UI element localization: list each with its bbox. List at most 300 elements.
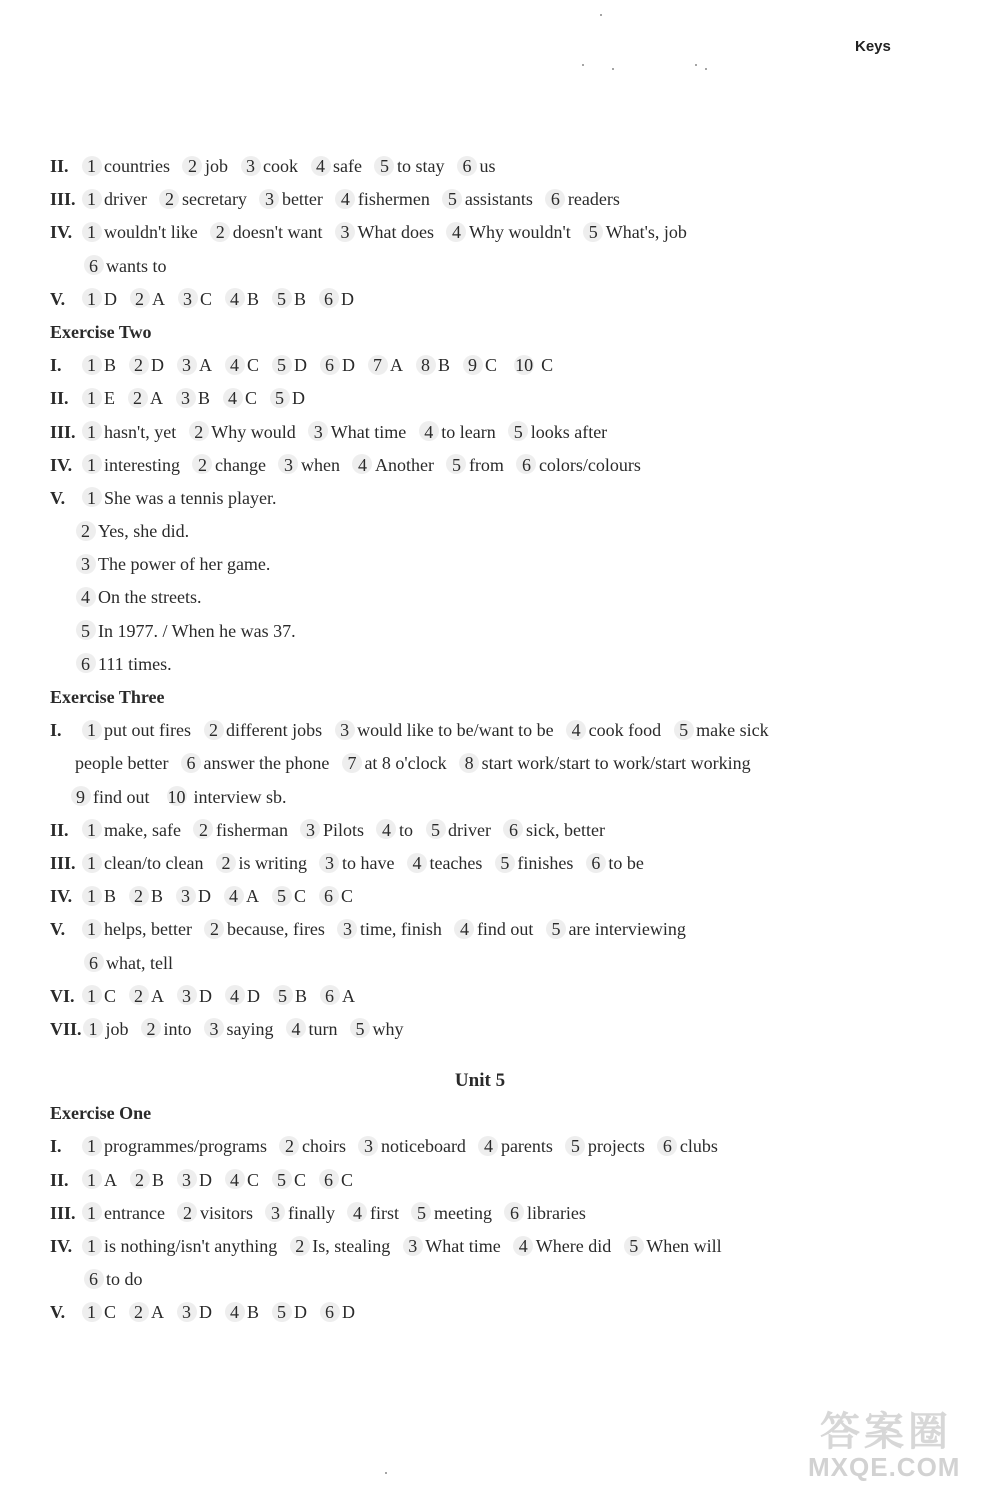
answer-text: Is, stealing [312, 1236, 391, 1256]
answer-line [50, 615, 930, 648]
header-keys-label: Keys [855, 38, 891, 55]
answer-item [86, 880, 116, 913]
answer-text: countries [104, 156, 170, 176]
answer-text: when [300, 454, 340, 475]
answer-text: B [151, 886, 164, 907]
answer-number: 2 [133, 1296, 144, 1329]
answer-item [430, 814, 491, 847]
answer-text: D [292, 388, 306, 409]
answer-item [550, 183, 620, 216]
answer-item [86, 150, 170, 183]
answer-text: D [199, 1302, 213, 1323]
answer-item [86, 1130, 267, 1163]
answer-text: Why wouldn't [468, 222, 571, 243]
answer-item [459, 913, 534, 946]
answer-text: make sick [696, 720, 769, 741]
answer-text: D [199, 1169, 213, 1190]
answer-text: interview sb. [193, 786, 287, 807]
answer-number: 6 [508, 814, 519, 847]
answer-item [80, 515, 189, 548]
answer-item [662, 1130, 718, 1163]
answer-number: 1 [86, 913, 97, 946]
answer-text: secretary [181, 189, 247, 210]
question-number: II. [50, 1169, 69, 1190]
answer-number: 5 [451, 449, 462, 482]
answer-item [181, 980, 212, 1013]
answer-number: 5 [628, 1230, 639, 1263]
answer-item [146, 1013, 192, 1046]
answer-text: B [152, 1169, 165, 1190]
answer-text: A [390, 355, 404, 376]
answer-text: wouldn't like [104, 222, 198, 243]
answer-line [50, 781, 930, 814]
answer-line [50, 947, 930, 980]
answer-line [50, 216, 930, 249]
answer-number: 8 [420, 349, 431, 382]
answer-text: driver [448, 819, 491, 840]
answer-item [197, 449, 266, 482]
answer-item [86, 847, 203, 880]
question-number: II. [50, 388, 69, 409]
answer-number: 1 [86, 482, 97, 515]
answer-item [276, 880, 306, 913]
answer-item [86, 416, 176, 449]
answer-number: 1 [86, 1197, 97, 1230]
answer-item [276, 1296, 307, 1329]
answer-number: 4 [229, 283, 240, 316]
answer-number: 3 [180, 382, 191, 415]
exercise-title: Exercise Three [50, 687, 165, 707]
answer-text: because, fires [226, 919, 325, 940]
answer-number: 1 [86, 349, 97, 382]
answer-number: 3 [342, 913, 353, 946]
answer-line [50, 1130, 930, 1163]
answer-number: 5 [570, 1130, 581, 1163]
answer-number: 3 [245, 150, 256, 183]
answer-text: A [152, 288, 165, 309]
answer-item [86, 449, 180, 482]
answer-line [50, 581, 930, 614]
answer-text: put out fires [104, 720, 191, 741]
answer-number: 5 [276, 283, 287, 316]
answer-item [167, 781, 287, 814]
answer-number: 3 [324, 847, 335, 880]
answer-text: When will [646, 1236, 722, 1256]
answer-text: C [247, 355, 260, 376]
answer-number: 3 [180, 880, 191, 913]
answer-item [88, 947, 173, 980]
answer-item [88, 1013, 129, 1046]
answer-item [340, 183, 430, 216]
answer-item [274, 382, 305, 415]
answer-text: sick, better [525, 819, 605, 840]
answer-line [50, 814, 930, 847]
answer-number: 2 [215, 216, 226, 249]
answer-text: A [199, 355, 213, 376]
answer-item [80, 548, 270, 581]
question-number: V. [50, 487, 66, 508]
answer-item [342, 913, 442, 946]
answer-text: B [247, 288, 260, 309]
answer-number: 5 [80, 615, 91, 648]
answer-text: programmes/programs [104, 1136, 267, 1157]
answer-text: A [150, 388, 163, 409]
answer-item [513, 416, 607, 449]
answer-item [381, 814, 413, 847]
answer-number: 10 [514, 349, 534, 382]
answer-item [228, 880, 259, 913]
answer-text: C [294, 886, 307, 907]
answer-number: 9 [467, 349, 478, 382]
answer-number: 2 [164, 183, 175, 216]
answer-text: D [342, 1302, 356, 1323]
answer-item [407, 1230, 500, 1263]
answer-number: 3 [181, 1296, 192, 1329]
answer-item [324, 847, 394, 880]
answer-item [324, 980, 355, 1013]
answer-item [193, 416, 296, 449]
answer-number: 5 [276, 880, 287, 913]
answer-text: finishes [517, 852, 574, 873]
answer-item [451, 216, 571, 249]
answer-text: B [294, 288, 307, 309]
answer-text: teaches [429, 852, 483, 873]
answer-text: C [485, 355, 498, 376]
answer-text: A [246, 886, 260, 907]
answer-item [88, 250, 167, 283]
answer-number: 1 [86, 382, 97, 415]
answer-text: B [295, 985, 308, 1006]
question-number: II. [50, 156, 69, 176]
answer-item [245, 150, 298, 183]
answer-item [134, 1164, 164, 1197]
answer-item [521, 449, 641, 482]
answer-item [276, 349, 307, 382]
answer-item [86, 216, 198, 249]
answer-number: 2 [80, 515, 91, 548]
answer-text: cook [263, 156, 298, 176]
answer-text: doesn't want [232, 222, 323, 243]
answer-item [276, 1164, 306, 1197]
answer-item [134, 283, 165, 316]
answer-number: 4 [229, 349, 240, 382]
answer-text: Pilots [322, 819, 364, 840]
answer-number: 2 [187, 150, 198, 183]
answer-text: to [398, 819, 413, 840]
answer-number: 1 [88, 1013, 99, 1046]
answer-line [50, 1164, 930, 1197]
answer-item [411, 847, 482, 880]
question-number: VI. [50, 985, 75, 1006]
answer-line [50, 1296, 930, 1329]
question-number: VII. [50, 1018, 82, 1039]
answer-number: 6 [88, 250, 99, 283]
answer-text: are interviewing [568, 919, 686, 940]
answer-text: Yes, she did. [98, 521, 190, 542]
answer-number: 1 [86, 449, 97, 482]
answer-number: 5 [513, 416, 524, 449]
answer-number: 1 [86, 150, 97, 183]
answer-number: 8 [464, 747, 475, 780]
answer-item [86, 1230, 277, 1263]
question-number: III. [50, 1202, 76, 1223]
answer-line [50, 250, 930, 283]
answer-text: us [479, 156, 496, 176]
answer-number: 4 [229, 1164, 240, 1197]
answer-text: safe [333, 156, 362, 176]
answer-item [86, 382, 115, 415]
answer-text: find out [93, 786, 150, 807]
answer-item [86, 283, 117, 316]
answer-item [185, 747, 329, 780]
answer-number: 3 [181, 349, 192, 382]
question-number: III. [50, 421, 76, 442]
answer-item [88, 1263, 143, 1296]
answer-key-content [50, 150, 930, 1330]
answer-item [209, 1013, 274, 1046]
exercise-title: Exercise One [50, 1103, 152, 1124]
answer-text: at 8 o'clock [364, 753, 447, 774]
answer-number: 1 [86, 216, 97, 249]
answer-item [86, 980, 116, 1013]
answer-number: 5 [678, 714, 689, 747]
answer-number: 1 [86, 980, 97, 1013]
answer-number: 6 [662, 1130, 673, 1163]
answer-text: In 1977. / When he was 37. [98, 620, 296, 641]
answer-number: 6 [461, 150, 472, 183]
question-number: III. [50, 189, 76, 210]
answer-text: Another [374, 454, 434, 475]
answer-number: 4 [80, 581, 91, 614]
answer-text: find out [476, 919, 534, 940]
answer-number: 7 [346, 747, 357, 780]
answer-text: looks after [530, 421, 608, 442]
answer-number: 6 [509, 1197, 520, 1230]
answer-item [291, 1013, 338, 1046]
answer-text: She was a tennis player. [104, 487, 277, 508]
answer-number: 6 [88, 1263, 99, 1296]
answer-number: 5 [379, 150, 390, 183]
answer-item [588, 216, 687, 249]
question-number: III. [50, 852, 76, 873]
answer-text: D [342, 355, 356, 376]
scan-speck [582, 64, 584, 66]
answer-text: C [245, 388, 258, 409]
answer-text: helps, better [104, 919, 192, 940]
answer-text: The power of her game. [98, 554, 271, 575]
answer-number: 4 [357, 449, 368, 482]
answer-text: On the streets. [98, 587, 202, 608]
answer-text: What's, job [605, 222, 687, 243]
answer-line [50, 880, 930, 913]
answer-item [86, 714, 191, 747]
answer-text: What time [425, 1236, 501, 1256]
answer-number: 4 [227, 382, 238, 415]
answer-line [50, 1013, 930, 1046]
answer-item [550, 913, 685, 946]
answer-number: 5 [447, 183, 458, 216]
answer-item [180, 880, 211, 913]
answer-item [86, 814, 181, 847]
answer-number: 5 [355, 1013, 366, 1046]
answer-item [220, 847, 307, 880]
answer-number: 4 [315, 150, 326, 183]
answer-text: D [294, 1302, 308, 1323]
answer-text: C [104, 985, 117, 1006]
answer-item [518, 1230, 611, 1263]
answer-text: change [214, 454, 266, 475]
answer-item [447, 183, 533, 216]
question-number: I. [50, 1136, 62, 1157]
answer-number: 4 [459, 913, 470, 946]
answer-text: A [104, 1169, 117, 1190]
answer-item [467, 349, 497, 382]
answer-text: finally [287, 1202, 335, 1223]
answer-text: projects [587, 1136, 645, 1157]
answer-item [283, 449, 340, 482]
answer-number: 4 [229, 1296, 240, 1329]
question-number: I. [50, 355, 62, 376]
answer-item [80, 615, 296, 648]
answer-text: clean/to clean [104, 852, 204, 873]
answer-text: parents [500, 1136, 553, 1157]
answer-line [50, 648, 930, 681]
answer-item [133, 349, 164, 382]
answer-line [50, 980, 930, 1013]
answer-item [355, 1013, 404, 1046]
answer-line [50, 382, 930, 415]
question-number: II. [50, 819, 69, 840]
answer-item [514, 349, 553, 382]
answer-text: is nothing/isn't anything [104, 1236, 278, 1256]
answer-item [284, 1130, 346, 1163]
answer-item [182, 1197, 253, 1230]
unit-title: Unit 5 [454, 1070, 506, 1092]
answer-number: 3 [182, 283, 193, 316]
answer-item [451, 449, 504, 482]
answer-line [50, 283, 930, 316]
answer-text: different jobs [226, 720, 323, 741]
answer-item [508, 814, 605, 847]
answer-number: 2 [182, 1197, 193, 1230]
answer-line [50, 183, 930, 216]
answer-item [352, 1197, 399, 1230]
scan-speck [600, 14, 602, 16]
answer-text: wants to [106, 255, 167, 276]
answer-item [229, 1164, 259, 1197]
answer-item [86, 1164, 117, 1197]
answer-item [75, 781, 150, 814]
answer-number: 4 [423, 416, 434, 449]
answer-item [324, 1296, 355, 1329]
answer-item [80, 581, 201, 614]
answer-item [339, 714, 553, 747]
answer-text: to stay [396, 156, 445, 176]
answer-text: would like to be/want to be [357, 720, 554, 741]
answer-number: 3 [363, 1130, 374, 1163]
answer-text: meeting [433, 1202, 492, 1223]
answer-item [305, 814, 364, 847]
answer-text: D [294, 355, 308, 376]
answer-item [229, 980, 260, 1013]
answer-line [50, 847, 930, 880]
answer-item [270, 1197, 335, 1230]
answer-line [50, 747, 930, 780]
answer-item [182, 283, 212, 316]
answer-number: 3 [209, 1013, 220, 1046]
answer-text: Why would [211, 421, 296, 442]
answer-number: 3 [313, 416, 324, 449]
answer-item [357, 449, 434, 482]
answer-text: entrance [104, 1202, 165, 1223]
answer-text: make, safe [104, 819, 181, 840]
answer-text: libraries [526, 1202, 586, 1223]
answer-number: 2 [220, 847, 231, 880]
answer-number: 2 [284, 1130, 295, 1163]
answer-text: C [104, 1302, 117, 1323]
question-number: IV. [50, 454, 73, 475]
answer-text: people better [75, 753, 169, 774]
answer-text: C [247, 1169, 260, 1190]
answer-number: 6 [323, 1164, 334, 1197]
answer-text: D [104, 288, 117, 309]
answer-line [50, 913, 930, 946]
answer-number: 5 [430, 814, 441, 847]
answer-item [294, 1230, 390, 1263]
answer-text: D [198, 886, 212, 907]
answer-number: 1 [86, 814, 97, 847]
answer-number: 3 [264, 183, 275, 216]
answer-item [277, 980, 307, 1013]
answer-text: B [198, 388, 211, 409]
scan-speck [695, 64, 697, 66]
answer-item [420, 349, 450, 382]
answer-number: 5 [550, 913, 561, 946]
answer-number: 3 [181, 1164, 192, 1197]
answer-text: A [151, 1302, 165, 1323]
answer-text: assistants [464, 189, 533, 210]
answer-text: to learn [441, 421, 496, 442]
answer-text: to have [341, 852, 395, 873]
answer-item [346, 747, 446, 780]
answer-text: D [199, 985, 213, 1006]
answer-number: 2 [197, 449, 208, 482]
answer-number: 5 [499, 847, 510, 880]
answer-item [181, 1164, 212, 1197]
answer-item [133, 880, 163, 913]
answer-number: 3 [305, 814, 316, 847]
answer-text: C [541, 355, 554, 376]
answer-number: 1 [86, 1296, 97, 1329]
answer-number: 4 [518, 1230, 529, 1263]
answer-number: 6 [323, 880, 334, 913]
answer-text: A [151, 985, 165, 1006]
answer-text: noticeboard [380, 1136, 466, 1157]
answer-item [229, 1296, 259, 1329]
answer-item [133, 1296, 164, 1329]
question-number: IV. [50, 1236, 73, 1256]
answer-number: 5 [276, 1164, 287, 1197]
answer-number: 4 [451, 216, 462, 249]
answer-line [50, 1197, 930, 1230]
question-number: IV. [50, 222, 73, 243]
answer-item [483, 1130, 553, 1163]
answer-item [276, 283, 306, 316]
answer-text: turn [308, 1018, 338, 1039]
answer-text: fishermen [357, 189, 430, 210]
answer-number: 2 [193, 416, 204, 449]
answer-item [570, 1130, 645, 1163]
